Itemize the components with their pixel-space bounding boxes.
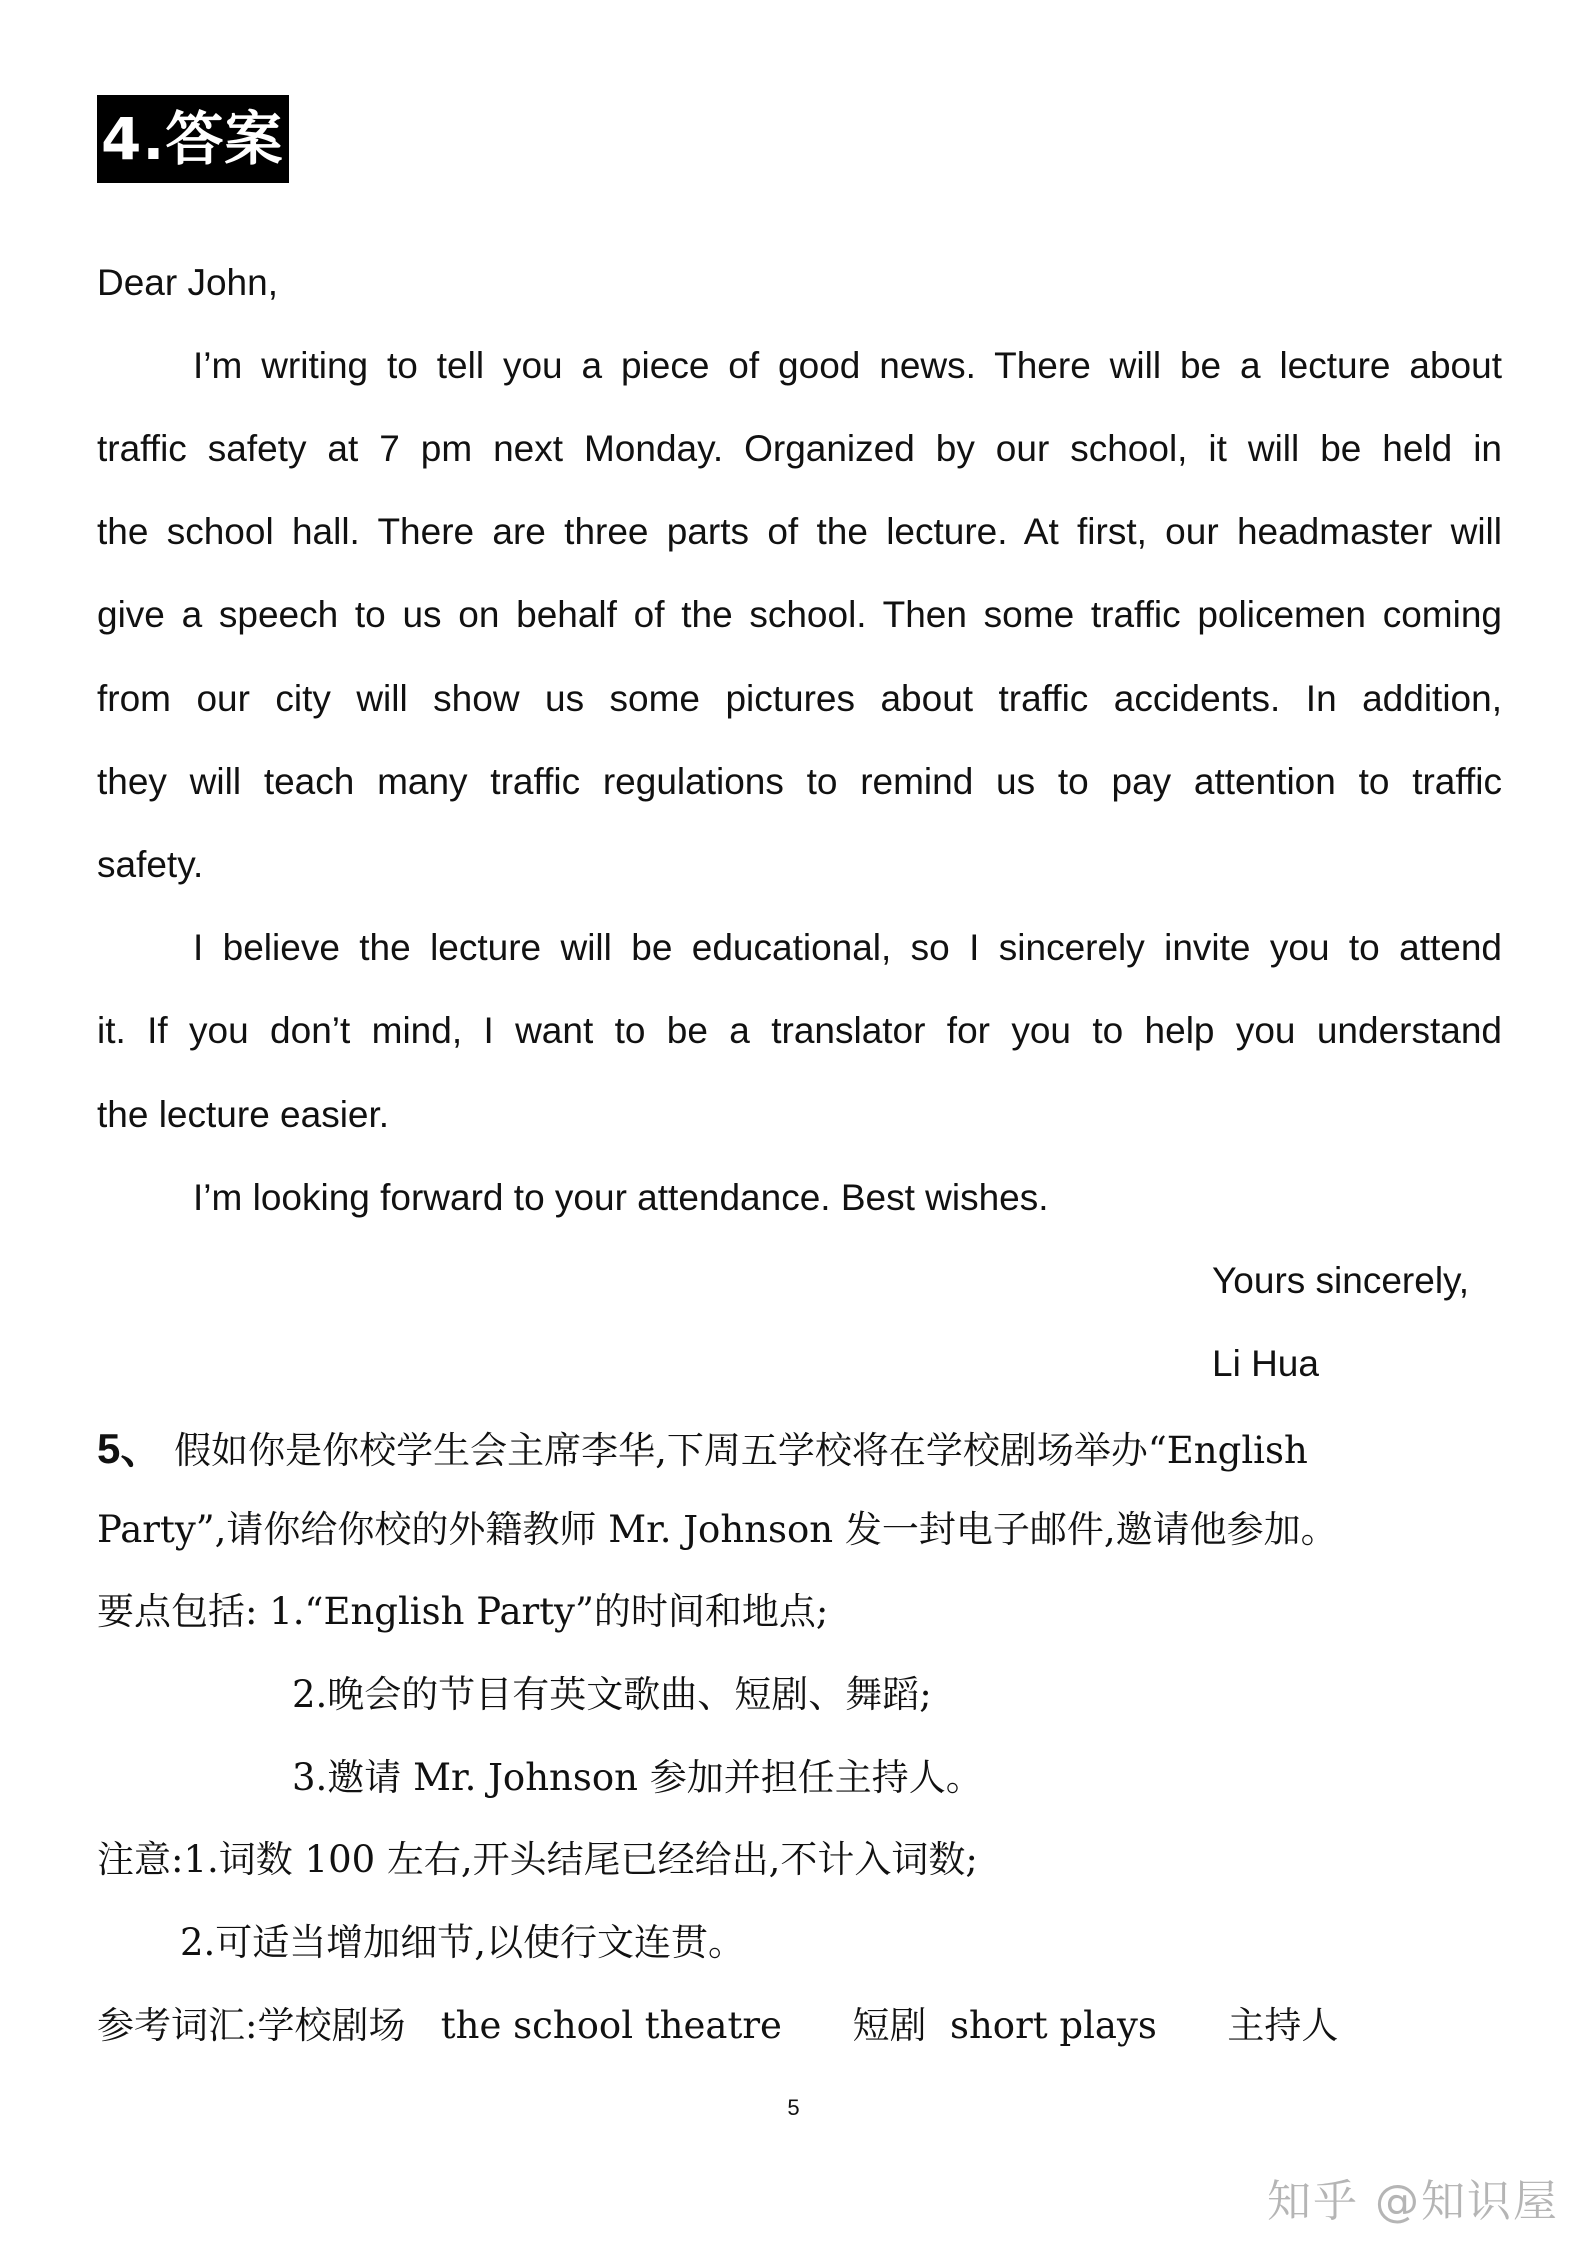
page-number: 5 — [787, 2095, 800, 2120]
letter-para2-line: it. If you don’t mind, I want to be a translator for you to help you understand — [97, 1010, 1502, 1051]
question5-prompt-text: 假如你是你校学生会主席李华,下周五学校将在学校剧场举办“English — [162, 1429, 1308, 1472]
letter-para1-line: from our city will show us some pictures about traffic accidents. In addition, — [97, 678, 1502, 719]
question5-number: 5、 — [97, 1425, 163, 1472]
letter-signature: Li Hua — [1212, 1343, 1319, 1384]
question5-vocab-line: 参考词汇:学校剧场 the school theatre 短剧 short plays 主持人 — [97, 2004, 1339, 2047]
question5-prompt-line1 — [97, 1424, 1308, 1476]
question5-point2: 2.晚会的节目有英文歌曲、短剧、舞蹈; — [292, 1673, 932, 1716]
question5-prompt-line2: Party”,请你给你校的外籍教师 Mr. Johnson 发一封电子邮件,邀请他参加。 — [97, 1508, 1338, 1551]
question5-notes-line2: 2.可适当增加细节,以使行文连贯。 — [180, 1921, 746, 1964]
letter-para2-line: I believe the lecture will be educational, so I sincerely invite you to attend — [193, 927, 1502, 968]
zhihu-watermark: 知乎 @知识屋 — [1267, 2176, 1559, 2227]
question5-notes-line1: 注意:1.词数 100 左右,开头结尾已经给出,不计入词数; — [97, 1838, 978, 1881]
letter-para3: I’m looking forward to your attendance. Best wishes. — [193, 1177, 1049, 1218]
letter-salutation: Dear John, — [97, 262, 278, 303]
question5-point3: 3.邀请 Mr. Johnson 参加并担任主持人。 — [292, 1756, 983, 1799]
letter-para1-line: they will teach many traffic regulations to remind us to pay attention to traffic — [97, 761, 1502, 802]
letter-para1-line: the school hall. There are three parts of the lecture. At first, our headmaster will — [97, 511, 1502, 552]
letter-para1-line: traffic safety at 7 pm next Monday. Organized by our school, it will be held in — [97, 428, 1502, 469]
letter-closing: Yours sincerely, — [1212, 1260, 1470, 1301]
answer-heading: 4.答案 — [97, 95, 289, 183]
letter-para2-line: the lecture easier. — [97, 1094, 390, 1135]
letter-para1-line: I’m writing to tell you a piece of good news. There will be a lecture about — [193, 345, 1502, 386]
question5-points-label: 要点包括: 1.“English Party”的时间和地点; — [97, 1590, 829, 1633]
letter-para1-line: safety. — [97, 844, 204, 885]
letter-para1-line: give a speech to us on behalf of the school. Then some traffic policemen coming — [97, 594, 1502, 635]
